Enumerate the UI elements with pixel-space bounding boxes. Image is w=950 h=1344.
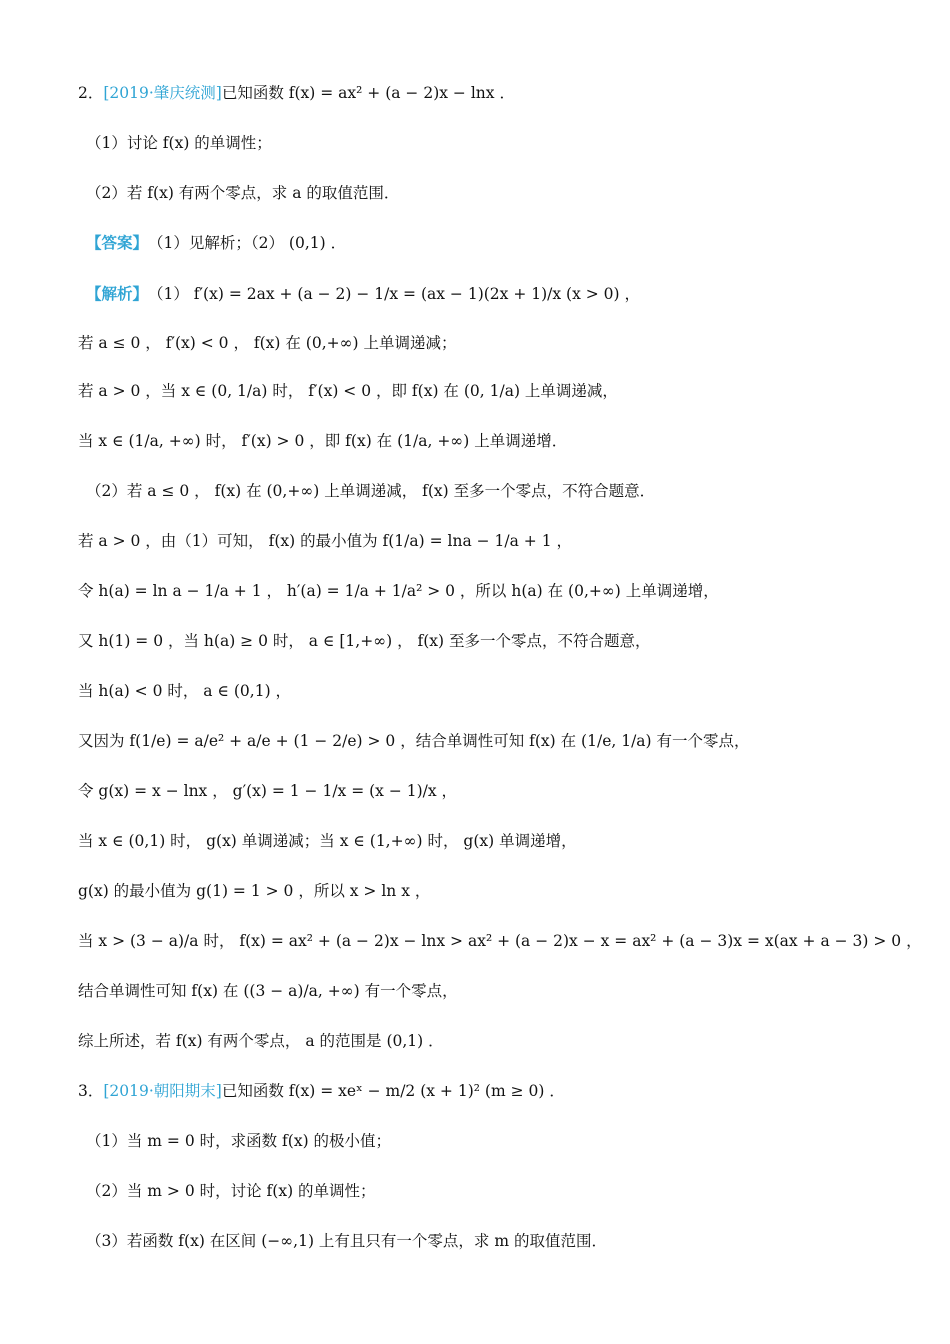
analysis-line-11: 令 g(x) = x − lnx ， g′(x) = 1 − 1/x = (x − 1)/x ，: [78, 782, 458, 800]
analysis-label: 【解析】: [86, 284, 149, 303]
analysis-line-5: （2）若 a ≤ 0 ， f(x) 在 (0,+∞) 上单调递减， f(x) 至多一个零点，不符合题意．: [86, 482, 656, 500]
q3-part2: （2）当 m > 0 时，讨论 f(x) 的单调性；: [86, 1182, 376, 1200]
q2-stem-line: [78, 82, 515, 104]
answer-line: [86, 232, 346, 254]
answer-text: （1）见解析；（2） (0,1) ．: [148, 234, 347, 252]
analysis-line-6: 若 a > 0 ，由（1）可知， f(x) 的最小值为 f(1/a) = lna − 1/a + 1 ，: [78, 532, 572, 550]
q3-number: 3．: [78, 1082, 104, 1100]
q2-number: 2．: [78, 84, 104, 102]
analysis-line-15: 结合单调性可知 f(x) 在 ((3 − a)/a, +∞) 有一个零点，: [78, 982, 458, 1000]
analysis-text-1: （1） f′(x) = 2ax + (a − 2) − 1/x = (ax − 1)(2x + 1)/x (x > 0) ，: [148, 285, 641, 303]
q2-part2: （2）若 f(x) 有两个零点，求 a 的取值范围．: [86, 184, 400, 202]
q2-source-tag: [2019·肇庆统测]: [103, 84, 222, 102]
analysis-line-16: 综上所述，若 f(x) 有两个零点， a 的范围是 (0,1) ．: [78, 1032, 444, 1050]
analysis-line-2: 若 a ≤ 0 ， f′(x) < 0 ， f(x) 在 (0,+∞) 上单调递减；: [78, 334, 457, 352]
answer-label: 【答案】: [86, 233, 149, 252]
q3-stem: 已知函数 f(x) = xeˣ − m/2 (x + 1)² (m ≥ 0) ．: [221, 1082, 565, 1100]
analysis-line-3: 若 a > 0 ，当 x ∈ (0, 1/a) 时， f′(x) < 0 ，即 f(x) 在 (0, 1/a) 上单调递减，: [78, 382, 618, 400]
analysis-line-14: 当 x > (3 − a)/a 时， f(x) = ax² + (a − 2)x − lnx > ax² + (a − 2)x − x = ax² + (a − 3)x = x(ax + a − 3) > 0 ，: [78, 932, 922, 950]
analysis-line-10: 又因为 f(1/e) = a/e² + a/e + (1 − 2/e) > 0 ，结合单调性可知 f(x) 在 (1/e, 1/a) 有一个零点，: [78, 732, 750, 750]
analysis-line-8: 又 h(1) = 0 ，当 h(a) ≥ 0 时， a ∈ [1,+∞) ， f(x) 至多一个零点，不符合题意，: [78, 632, 651, 650]
analysis-line-4: 当 x ∈ (1/a, +∞) 时， f′(x) > 0 ，即 f(x) 在 (1/a, +∞) 上单调递增．: [78, 432, 568, 450]
q3-part3: （3）若函数 f(x) 在区间 (−∞,1) 上有且只有一个零点，求 m 的取值范围．: [86, 1232, 607, 1250]
q2-stem: 已知函数 f(x) = ax² + (a − 2)x − lnx ．: [221, 84, 515, 102]
q3-source-tag: [2019·朝阳期末]: [103, 1082, 222, 1100]
analysis-line-7: 令 h(a) = ln a − 1/a + 1 ， h′(a) = 1/a + 1/a² > 0 ，所以 h(a) 在 (0,+∞) 上单调递增，: [78, 582, 719, 600]
q2-part1: （1）讨论 f(x) 的单调性；: [86, 134, 272, 152]
analysis-line-12: 当 x ∈ (0,1) 时， g(x) 单调递减；当 x ∈ (1,+∞) 时， g(x) 单调递增，: [78, 832, 577, 850]
q3-part1: （1）当 m = 0 时，求函数 f(x) 的极小值；: [86, 1132, 392, 1150]
analysis-line-13: g(x) 的最小值为 g(1) = 1 > 0 ，所以 x > ln x ，: [78, 882, 431, 900]
analysis-line-9: 当 h(a) < 0 时， a ∈ (0,1) ，: [78, 682, 292, 700]
analysis-line-1: [86, 283, 640, 305]
q3-stem-line: [78, 1080, 565, 1102]
